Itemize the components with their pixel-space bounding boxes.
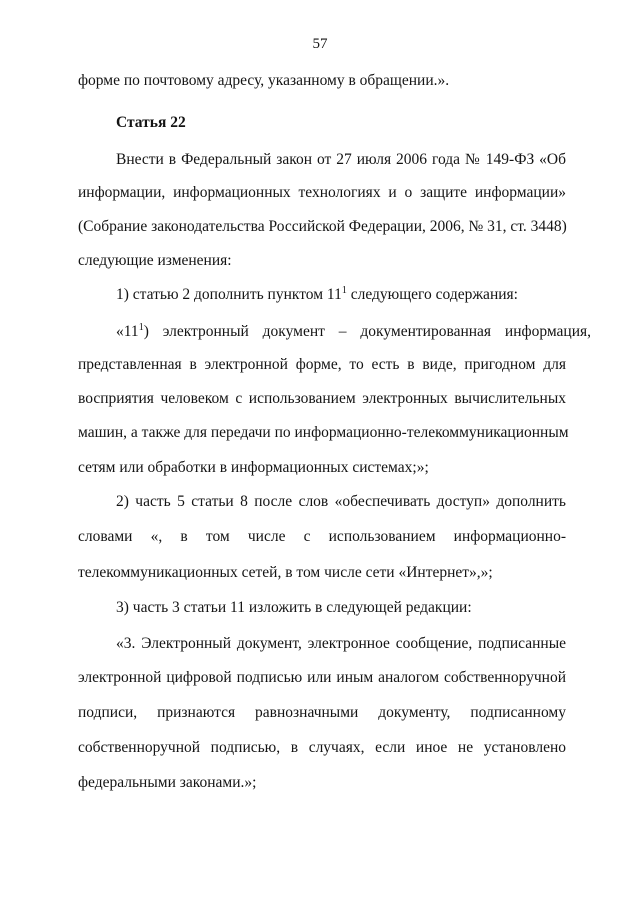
text-line-7-part-a: 1) статью 2 дополнить пунктом 11 <box>116 286 342 303</box>
text-line-21: федеральными законами.»; <box>78 774 257 791</box>
text-line-10: восприятия человеком с использованием электронных вычислительных <box>78 390 566 407</box>
text-line-8 <box>116 321 592 342</box>
text-line-1: форме по почтовому адресу, указанному в обращении.». <box>78 72 450 89</box>
superscript-1: 1 <box>341 284 347 296</box>
text-line-17: «3. Электронный документ, электронное сообщение, подписанные <box>116 635 566 652</box>
text-line-5: (Собрание законодательства Российской Федерации, 2006, № 31, ст. 3448) <box>78 218 567 235</box>
text-line-18: электронной цифровой подписью или иным аналогом собственноручной <box>78 669 566 686</box>
article-heading: Статья 22 <box>116 114 186 131</box>
page-number: 57 <box>312 36 328 52</box>
text-line-15: телекоммуникационных сетей, в том числе сети «Интернет»,»; <box>78 564 493 581</box>
superscript-2: 1 <box>138 321 144 333</box>
text-line-16: 3) часть 3 статьи 11 изложить в следующей редакции: <box>116 599 472 616</box>
text-line-9: представленная в электронной форме, то есть в виде, пригодном для <box>78 356 566 373</box>
text-line-20: собственноручной подписью, в случаях, если иное не установлено <box>78 739 566 756</box>
text-line-8-part-b: ) электронный документ – документированная информация, <box>143 323 592 340</box>
text-line-6: следующие изменения: <box>78 252 232 269</box>
text-line-8-part-a: «11 <box>116 323 139 340</box>
text-line-7-part-b: следующего содержания: <box>346 286 518 303</box>
text-line-7 <box>116 285 566 305</box>
text-line-19: подписи, признаются равнозначными документу, подписанному <box>78 704 566 721</box>
text-line-3: Внести в Федеральный закон от 27 июля 2006 года № 149-ФЗ «Об <box>116 151 566 168</box>
text-line-13: 2) часть 5 статьи 8 после слов «обеспечивать доступ» дополнить <box>116 493 566 510</box>
text-line-4: информации, информационных технологиях и о защите информации» <box>78 184 566 201</box>
text-line-11: машин, а также для передачи по информационно-телекоммуникационным <box>78 424 569 441</box>
text-line-12: сетям или обработки в информационных системах;»; <box>78 459 429 476</box>
text-line-14: словами «, в том числе с использованием информационно- <box>78 528 566 545</box>
